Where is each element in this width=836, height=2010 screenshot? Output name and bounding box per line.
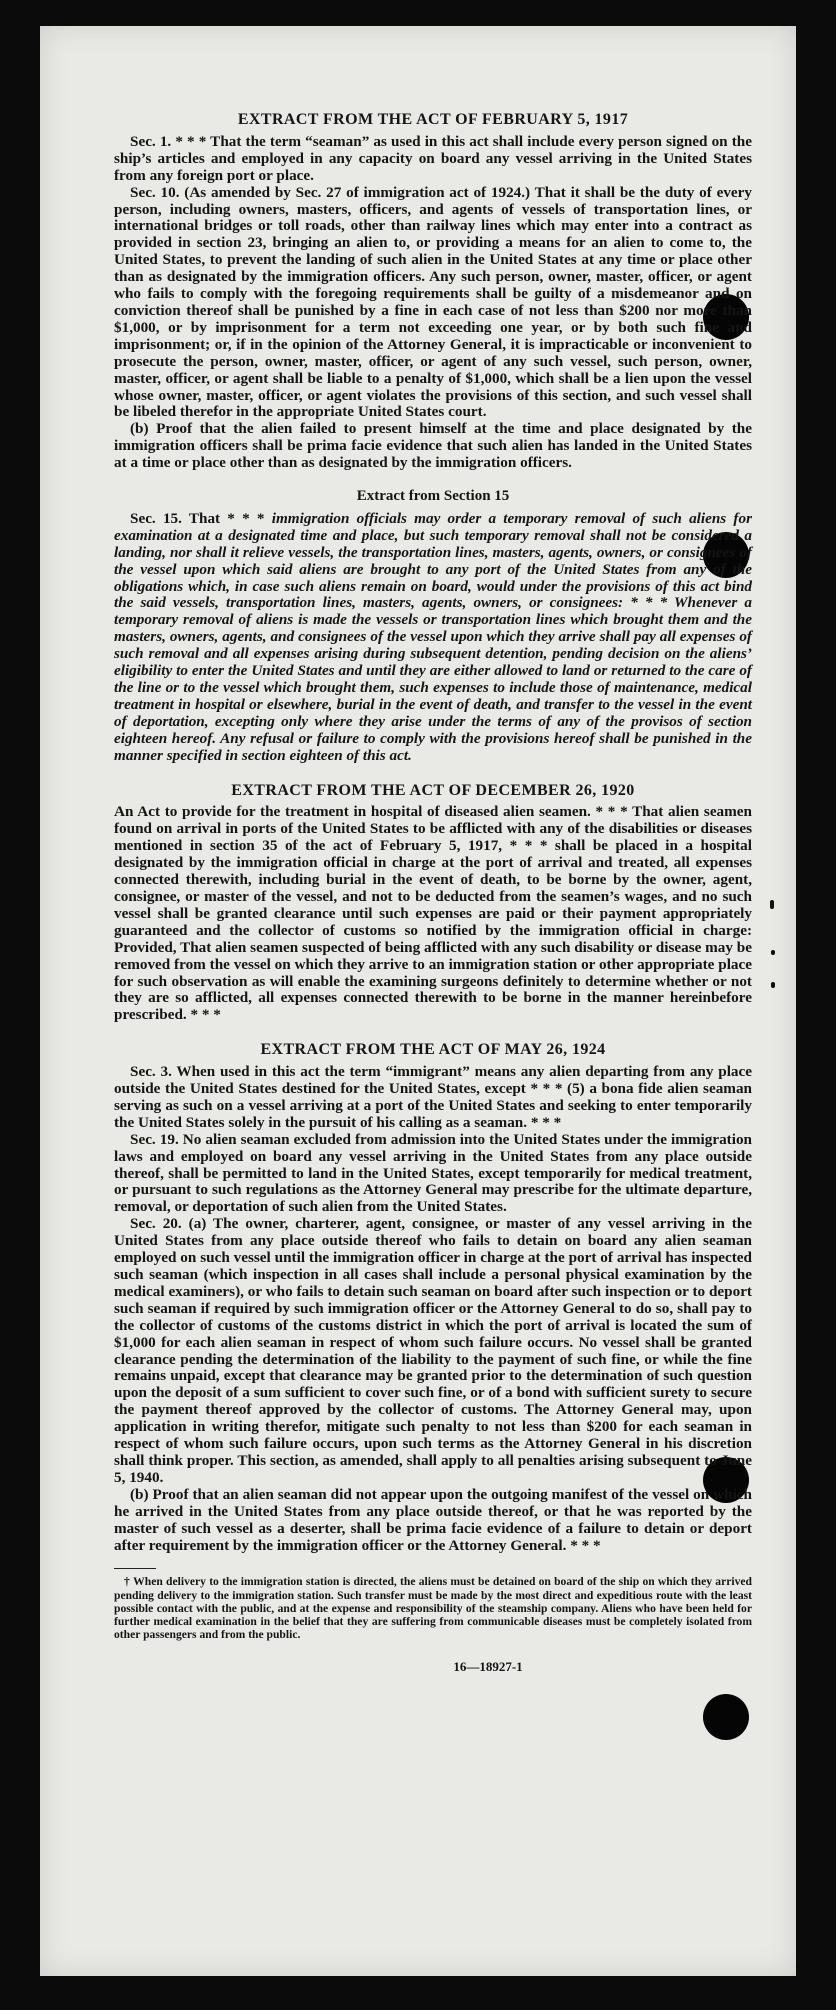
sec15-italic-text: immigration officials may order a temporary removal of such aliens for examination at a designated time and place, but such temporary removal shall not be considered a landing, nor shall it relieve vessels, the transportation lines, masters, agents, owners, or consignees of the vessel upon which said aliens are brought to any port of the United States from any of the obligations which, in case such aliens remain on board, would under the provisions of this act bind the said vessels, transportation lines, masters, agents, owners, or consignees: * * * Whenever a temporary removal of aliens is made the vessels or transportation lines which brought them and the masters, owners, agents, and consignees of the vessel upon which they arrive shall pay all expenses of such removal and all expenses arising during subsequent detention, pending decision on the aliens’ eligibility to enter the United States and until they are either allowed to land or returned to the care of the line or to the vessel which brought them, such expenses to include those of maintenance, medical treatment in hospital or elsewhere, burial in the event of death, and transfer to the vessel in the event of deportation, excepting only where they arise under the terms of any of the provisos of section eighteen hereof. Any refusal or failure to comply with the provisions hereof shall be punished in the manner specified in section eighteen of this act. [114, 509, 752, 764]
margin-mark [771, 950, 775, 955]
margin-mark [770, 900, 774, 909]
paragraph-sec10b: (b) Proof that the alien failed to present himself at the time and place designated by the immigration officers shall be prima facie evidence that such alien has landed in the United States at a time or place other than as designated by the immigration officers. [114, 420, 752, 472]
section-heading-sec15: Extract from Section 15 [356, 488, 510, 505]
section-heading-1924: EXTRACT FROM THE ACT OF MAY 26, 1924 [260, 1041, 606, 1059]
sec15-lead: Sec. 15. That * * * [130, 509, 272, 527]
paragraph-sec19: Sec. 19. No alien seaman excluded from admission into the United States under the immigration laws and employed on board any vessel arriving in the United States from any place outside thereof, shall be permitted to land in the United States, except temporarily for medical treatment, or pursuant to such regulations as the Attorney General may prescribe for the ultimate departure, removal, or deportation of such alien from the United States. [114, 1130, 752, 1216]
section-heading-1920: EXTRACT FROM THE ACT OF DECEMBER 26, 1920 [231, 781, 635, 799]
form-code: 16—18927-1 [453, 1659, 523, 1675]
punch-hole [703, 1694, 749, 1740]
paragraph-sec3: Sec. 3. When used in this act the term “immigrant” means any alien departing from any place outside the United States destined for the United States, except * * * (5) a bona fide alien seaman serving as such on a vessel arriving at a port of the United States and seeking to enter temporarily the United States solely in the pursuit of his calling as a seaman. * * * [114, 1063, 752, 1131]
margin-mark [771, 982, 775, 988]
paragraph-sec15 [114, 511, 752, 765]
document-body [114, 112, 752, 1676]
paragraph-1920-act: An Act to provide for the treatment in hospital of diseased alien seamen. * * * That alien seamen found on arrival in ports of the United States to be afflicted with any of the disabilities or diseases mentioned in section 35 of the act of February 5, 1917, * * * shall be placed in a hospital designated by the immigration official in charge at the port of arrival and treated, all expenses connected therewith, including burial in the event of death, to be borne by the owner, agent, consignee, or master of the vessel, and not to be deducted from the seamen’s wages, and no such vessel shall be granted clearance until such expenses are paid or their payment appropriately guaranteed and the collector of customs so notified by the immigration official in charge: Provided, That alien seamen suspected of being afflicted with any such disability or disease may be removed from the vessel on which they arrive to an immigration station or other appropriate place for such observation as will enable the examining surgeons definitely to determine whether or not they are so afflicted, all expenses connected therewith to be borne in the manner hereinbefore prescribed. * * * [114, 803, 752, 1024]
paragraph-sec1: Sec. 1. * * * That the term “seaman” as used in this act shall include every person signed on the ship’s articles and employed in any capacity on board any vessel arriving in the United States from any foreign port or place. [114, 132, 752, 184]
footnote: † When delivery to the immigration station is directed, the aliens must be detained on board of the ship on which they arrived pending delivery to the immigration station. Such transfer must be made by the most direct and expeditious route with the least possible contact with the public, and at the expense and responsibility of the steamship company. Aliens who have been held for further medical examination in the belief that they are suffering from communicable diseases must be completely isolated from other passengers and from the public. [114, 1575, 752, 1642]
paragraph-sec20: Sec. 20. (a) The owner, charterer, agent, consignee, or master of any vessel arriving in the United States from any place outside thereof who fails to detain on board any alien seaman employed on such vessel until the immigration officer in charge at the port of arrival has inspected such seaman (which inspection in all cases shall include a personal physical examination by the medical examiners), or who fails to detain such seaman on board after such inspection or to deport such seaman if required by such immigration officer or the Attorney General to do so, shall pay to the collector of customs of the customs district in which the port of arrival is located the sum of $1,000 for each alien seaman in respect of whom such failure occurs. No vessel shall be granted clearance pending the determination of the liability to the payment of such fine, or while the fine remains unpaid, except that clearance may be granted prior to the determination of such question upon the deposit of a sum sufficient to cover such fine, or of a bond with sufficient surety to secure the payment thereof approved by the collector of customs. The Attorney General may, upon application in writing therefor, mitigate such penalty to not less than $200 for each seaman in respect of whom such failure occurs, upon such terms as the Attorney General in his discretion shall think proper. This section, as amended, shall apply to all penalties arising subsequent to June 5, 1940. [114, 1215, 752, 1486]
document-page [40, 26, 796, 1976]
section-heading-1917: EXTRACT FROM THE ACT OF FEBRUARY 5, 1917 [237, 111, 629, 128]
paragraph-sec10: Sec. 10. (As amended by Sec. 27 of immigration act of 1924.) That it shall be the duty of every person, including owners, masters, officers, and agents of vessels of transportation lines, or international bridges or toll roads, other than railway lines which may enter into a contract as provided in section 23, bringing an alien to, or providing a means for an alien to come to, the United States, to prevent the landing of such alien in the United States at any time or place other than as designated by the immigration officers. Any such person, owner, master, officer, or agent who fails to comply with the foregoing requirements shall be guilty of a misdemeanor and on conviction thereof shall be punished by a fine in each case of not less than $200 nor more than $1,000, or by imprisonment for a term not exceeding one year, or by both such fine and imprisonment; or, if in the opinion of the Attorney General, it is impracticable or inconvenient to prosecute the person, owner, master, officer, or agent of any such vessel, such person, owner, master, officer, or agent shall be liable to a penalty of $1,000, which shall be a lien upon the vessel whose owner, master, officer, or agent violates the provisions of this section, and such vessel shall be libeled therefor in the appropriate United States court. [114, 183, 752, 421]
footnote-divider [114, 1568, 156, 1569]
paragraph-sec20b: (b) Proof that an alien seaman did not appear upon the outgoing manifest of the vessel on which he arrived in the United States from any place outside thereof, or that he was reported by the master of such vessel as a deserter, shall be prima facie evidence of a failure to detain or deport after requirement by the immigration officer or the Attorney General. * * * [114, 1485, 752, 1554]
